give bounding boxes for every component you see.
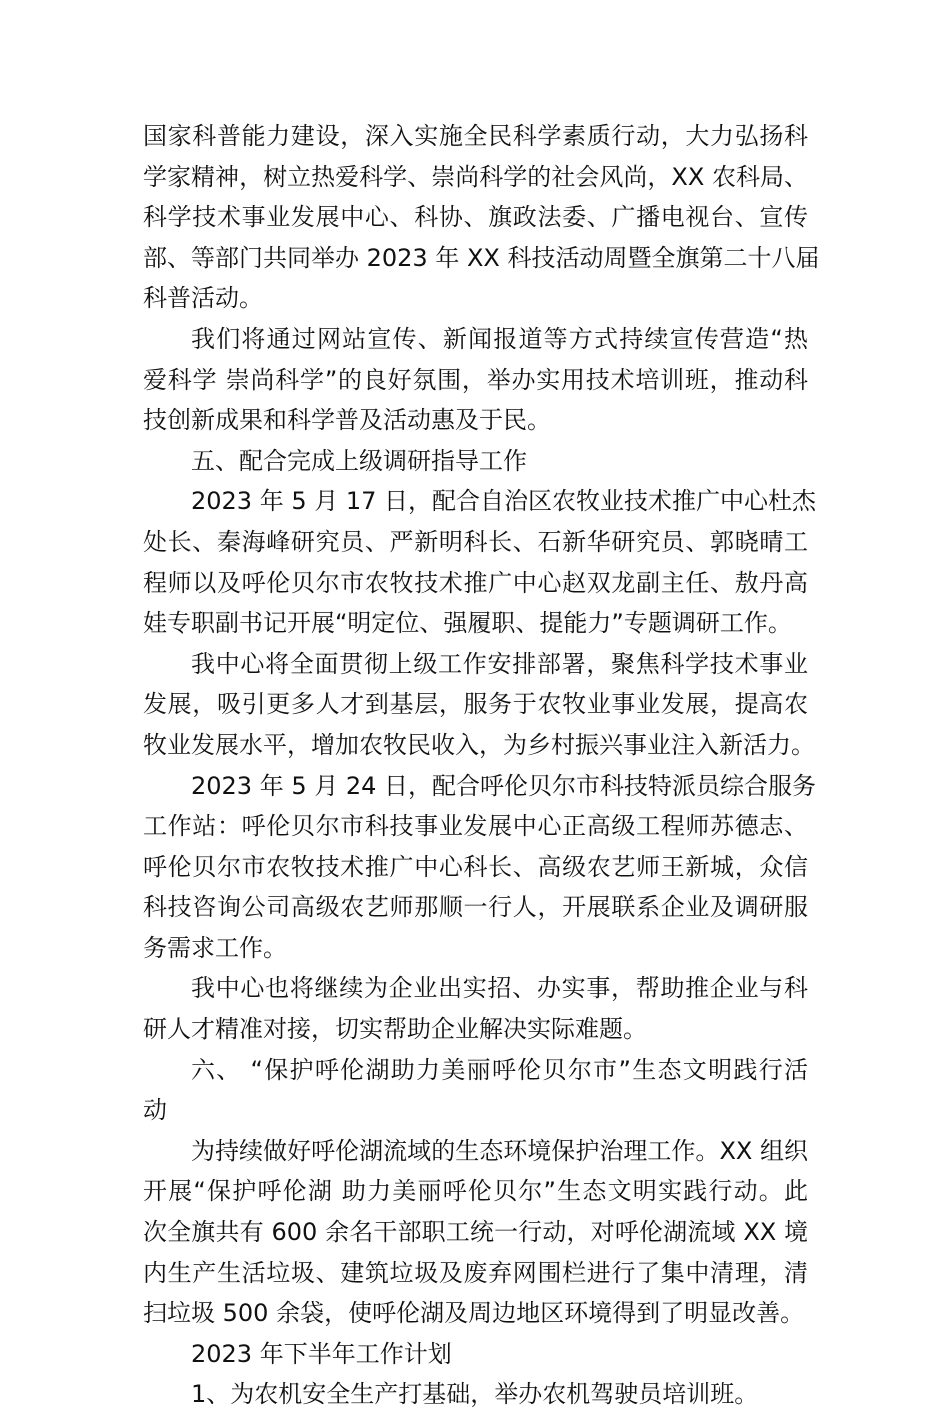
paragraph — [143, 116, 820, 319]
text-line: 科技咨询公司高级农艺师那顺一行人，开展联系企业及调研服 — [143, 893, 808, 922]
document-page — [143, 116, 820, 1415]
text-line: 六、 “保护呼伦湖助力美丽呼伦贝尔市”生态文明践行活 — [191, 1055, 808, 1084]
text-line: 科学技术事业发展中心、科协、旗政法委、广播电视台、宣传 — [143, 203, 808, 232]
text-line: 工作站：呼伦贝尔市科技事业发展中心正高级工程师苏德志、 — [143, 812, 808, 841]
paragraph — [143, 319, 808, 441]
text-line: 扫垃圾 500 余袋，使呼伦湖及周边地区环境得到了明显改善。 — [143, 1299, 805, 1328]
paragraph — [143, 441, 808, 482]
paragraph — [143, 1374, 808, 1415]
text-line: 我中心也将继续为企业出实招、办实事，帮助推企业与科 — [191, 974, 808, 1003]
paragraph — [143, 481, 817, 643]
text-line: 为持续做好呼伦湖流域的生态环境保护治理工作。XX 组织 — [191, 1136, 808, 1165]
paragraph — [143, 644, 815, 766]
text-line: 务需求工作。 — [143, 933, 287, 962]
text-line: 科普活动。 — [143, 284, 263, 313]
paragraph — [143, 1131, 808, 1334]
text-line: 国家科普能力建设，深入实施全民科学素质行动，大力弘扬科 — [143, 122, 808, 150]
text-line: 我们将通过网站宣传、新闻报道等方式持续宣传营造“热 — [191, 324, 808, 353]
text-line: 部、等部门共同举办 2023 年 XX 科技活动周暨全旗第二十八届 — [143, 243, 820, 272]
text-line: 学家精神，树立热爱科学、崇尚科学的社会风尚，XX 农科局、 — [143, 162, 808, 191]
text-line: 动 — [143, 1096, 167, 1125]
text-line: 呼伦贝尔市农牧技术推广中心科长、高级农艺师王新城，众信 — [143, 852, 808, 881]
text-line: 程师以及呼伦贝尔市农牧技术推广中心赵双龙副主任、敖丹高 — [143, 568, 808, 597]
text-line: 开展“保护呼伦湖 助力美丽呼伦贝尔”生态文明实践行动。此 — [143, 1177, 808, 1206]
paragraph — [143, 766, 817, 969]
text-line: 次全旗共有 600 余名干部职工统一行动，对呼伦湖流域 XX 境 — [143, 1218, 808, 1247]
text-line: 2023 年 5 月 24 日，配合呼伦贝尔市科技特派员综合服务 — [191, 771, 817, 800]
text-line: 我中心将全面贯彻上级工作安排部署，聚焦科学技术事业 — [191, 649, 808, 678]
paragraph — [143, 1334, 808, 1375]
text-line: 娃专职副书记开展“明定位、强履职、提能力”专题调研工作。 — [143, 609, 792, 638]
text-line: 内生产生活垃圾、建筑垃圾及废弃网围栏进行了集中清理，清 — [143, 1258, 808, 1287]
text-line: 牧业发展水平，增加农牧民收入，为乡村振兴事业注入新活力。 — [143, 730, 815, 759]
text-line: 研人才精准对接，切实帮助企业解决实际难题。 — [143, 1015, 647, 1044]
text-line: 2023 年 5 月 17 日，配合自治区农牧业技术推广中心杜杰 — [191, 487, 817, 516]
text-line: 1、为农机安全生产打基础，举办农机驾驶员培训班。 — [191, 1380, 759, 1409]
text-line: 发展，吸引更多人才到基层，服务于农牧业事业发展，提高农 — [143, 690, 808, 719]
paragraph — [143, 1050, 808, 1131]
text-line: 2023 年下半年工作计划 — [191, 1339, 452, 1368]
text-line: 处长、秦海峰研究员、严新明科长、石新华研究员、郭晓晴工 — [143, 527, 808, 556]
paragraph — [143, 968, 808, 1049]
text-line: 爱科学 崇尚科学”的良好氛围，举办实用技术培训班，推动科 — [143, 365, 808, 394]
text-line: 技创新成果和科学普及活动惠及于民。 — [143, 406, 551, 435]
text-line: 五、配合完成上级调研指导工作 — [191, 446, 527, 475]
